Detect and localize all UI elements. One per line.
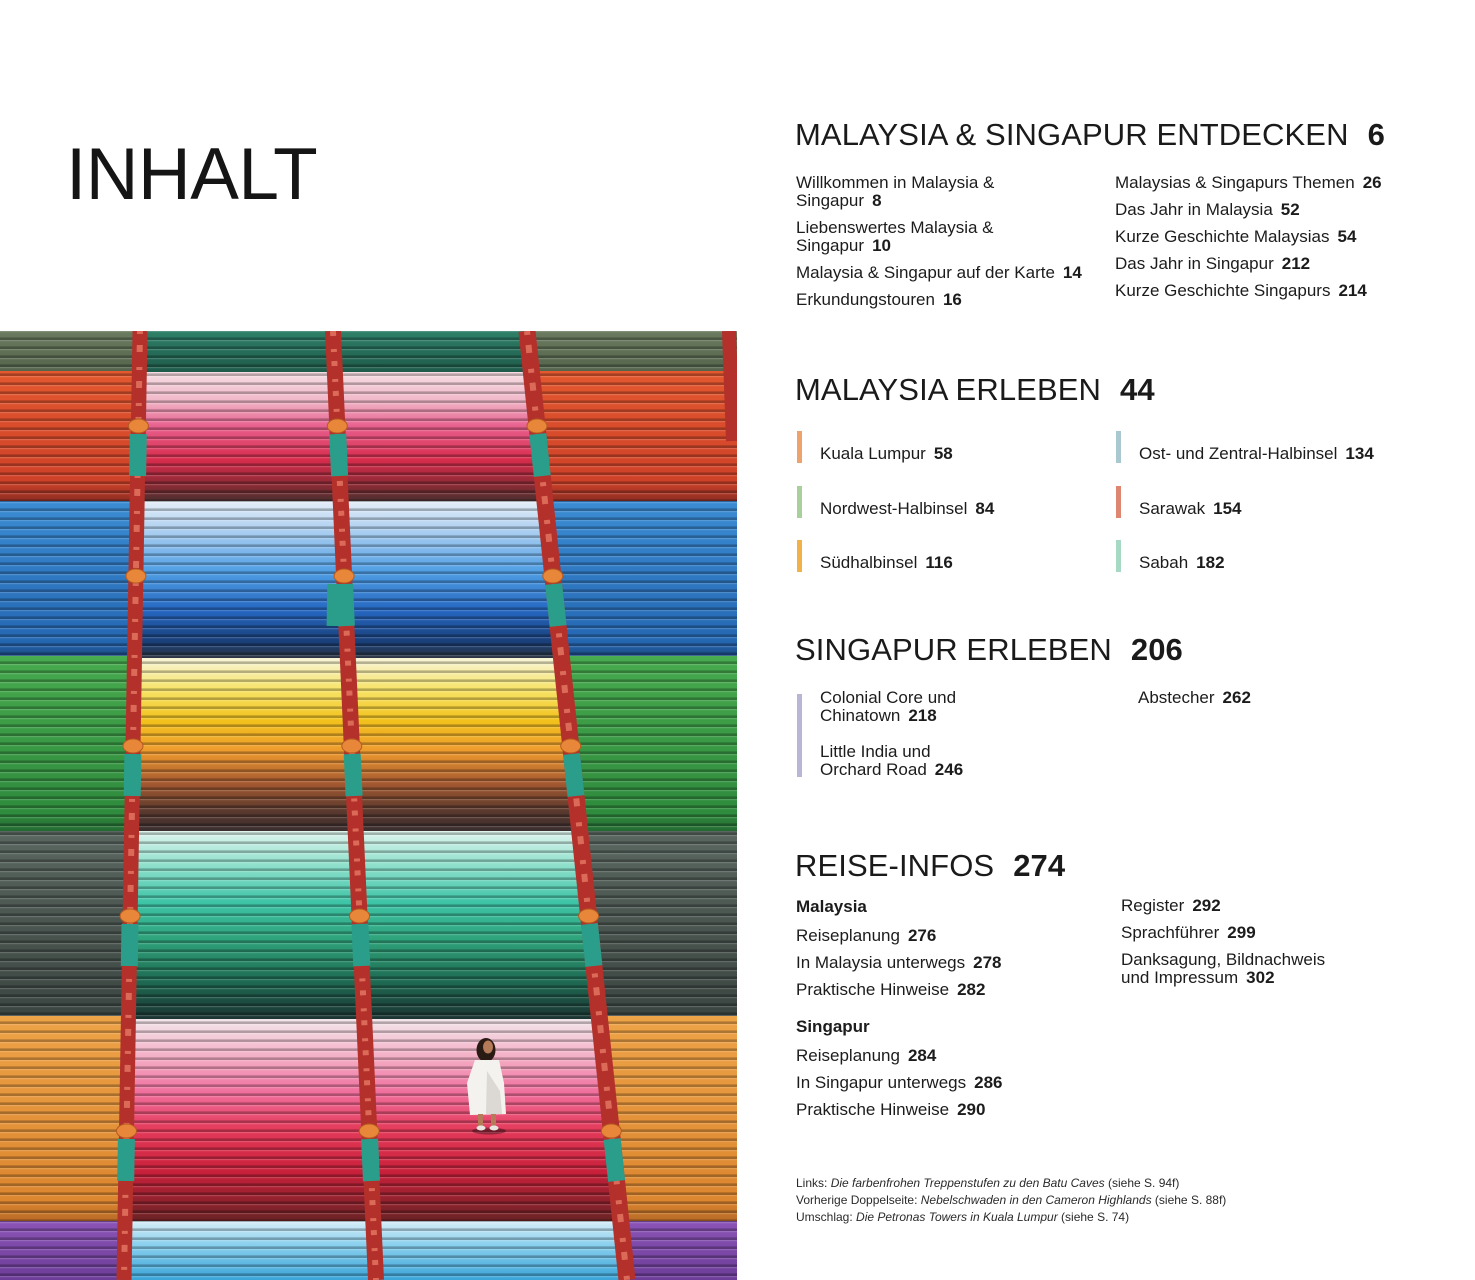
toc-entry (796, 981, 1096, 999)
entry-page: 276 (907, 926, 937, 945)
entry-title: Das Jahr in Malaysia (1115, 200, 1273, 219)
photo-captions (796, 1175, 1226, 1226)
entry-title: Reiseplanung (796, 1046, 900, 1065)
entry-page: 282 (957, 980, 986, 999)
entry-title: Liebenswertes Malaysia & Singapur (796, 218, 994, 255)
region-list-left (797, 431, 994, 595)
district-list-right (1138, 689, 1398, 725)
section-page: 44 (1119, 372, 1155, 407)
caption-title: Die Petronas Towers in Kuala Lumpur (856, 1210, 1058, 1224)
region-entry (797, 486, 994, 518)
person-leg (491, 1114, 496, 1126)
entry-title: Praktische Hinweise (796, 1100, 950, 1119)
toc-entry (796, 1074, 1096, 1092)
railing-knob (126, 569, 146, 583)
entry-title: Willkommen in Malaysia & Singapur (796, 173, 995, 210)
section-heading-reise-infos (795, 848, 1065, 884)
railing-knob (561, 739, 581, 753)
entry-title: Malaysia & Singapur auf der Karte (796, 263, 1055, 282)
caption-title: Die farbenfrohen Treppenstufen zu den Batu Caves (830, 1176, 1105, 1190)
toc-entry (796, 219, 1096, 255)
entry-page: 10 (872, 236, 891, 255)
caption-label: Links: (796, 1176, 828, 1190)
toc-entry (820, 689, 1080, 725)
caption-title: Nebelschwaden in den Cameron Highlands (920, 1193, 1152, 1207)
section-title: REISE-INFOS (795, 848, 995, 883)
entry-title: Sarawak (1139, 498, 1206, 518)
region-label (820, 500, 994, 518)
region-entry (797, 540, 994, 572)
region-list-right (1116, 431, 1374, 595)
person-face (483, 1041, 493, 1054)
section-title: MALAYSIA & SINGAPUR ENTDECKEN (795, 117, 1349, 152)
entry-title: Abstecher (1138, 688, 1215, 707)
toc-column-right (1115, 174, 1455, 309)
toc-entry (796, 1101, 1096, 1119)
section-title: MALAYSIA ERLEBEN (795, 372, 1101, 407)
district-list-left (820, 689, 1080, 797)
stairs-photo-illustration (0, 331, 737, 1280)
toc-entry (1121, 897, 1421, 915)
person-foot (490, 1126, 499, 1131)
reise-infos-left (796, 898, 1096, 1138)
entry-title: Register (1121, 896, 1185, 915)
entry-title: Kuala Lumpur (820, 444, 926, 463)
caption-label: Vorherige Doppelseite: (796, 1193, 918, 1207)
reise-infos-right (1121, 897, 1421, 996)
region-color-bar (797, 431, 802, 463)
region-label (1139, 500, 1242, 518)
toc-column-left (796, 174, 1096, 318)
section-page: 206 (1130, 632, 1183, 667)
entry-page: 218 (908, 706, 937, 725)
entry-title: Nordwest-Halbinsel (820, 498, 968, 518)
railing-knob (123, 739, 143, 753)
region-color-bar (1116, 486, 1121, 518)
region-entry (797, 431, 994, 463)
entry-page: 26 (1362, 173, 1382, 192)
caption-label: Umschlag: (796, 1210, 853, 1224)
railing-knob (117, 1124, 137, 1138)
page-title: INHALT (66, 134, 318, 215)
entry-title: In Malaysia unterwegs (796, 953, 966, 972)
toc-entry (796, 927, 1096, 945)
region-label (820, 554, 953, 572)
person-foot (477, 1126, 486, 1131)
entry-page: 292 (1192, 896, 1221, 915)
toc-entry (796, 291, 1096, 309)
entry-title: Little India und Orchard Road (820, 742, 931, 779)
railing-knob (350, 909, 370, 923)
toc-entry (1121, 924, 1421, 942)
info-group-singapur (796, 1018, 1096, 1119)
toc-entry (796, 264, 1096, 282)
region-color-bar (797, 486, 802, 518)
entry-page: 290 (957, 1100, 986, 1119)
entry-title: Reiseplanung (796, 926, 900, 945)
region-entry (1116, 431, 1374, 463)
entry-page: 212 (1281, 254, 1311, 273)
entry-page: 262 (1222, 688, 1251, 707)
entry-page: 299 (1227, 923, 1256, 942)
entry-page: 58 (933, 444, 953, 463)
region-color-bar (797, 694, 802, 777)
region-label (820, 445, 953, 463)
entry-page: 154 (1213, 498, 1242, 518)
entry-page: 278 (973, 953, 1002, 972)
toc-entry (1115, 201, 1455, 219)
railing-knob (327, 419, 347, 433)
entry-title: Ost- und Zentral-Halbinsel (1139, 444, 1338, 463)
region-label (1139, 554, 1225, 572)
section-page: 6 (1367, 117, 1385, 152)
entry-page: 8 (872, 191, 882, 210)
railing-knob (359, 1124, 379, 1138)
railing-knob (334, 569, 354, 583)
entry-title: Colonial Core und Chinatown (820, 688, 957, 725)
photo-caption (796, 1209, 1226, 1226)
entry-page: 182 (1196, 553, 1225, 572)
entry-page: 246 (934, 760, 964, 779)
person-leg (478, 1114, 483, 1126)
cover-photo (0, 331, 737, 1280)
entry-page: 84 (975, 498, 995, 518)
entry-title: Praktische Hinweise (796, 980, 950, 999)
entry-page: 284 (907, 1046, 937, 1065)
region-color-bar (1116, 431, 1121, 463)
toc-entry (796, 1047, 1096, 1065)
photo-caption (796, 1175, 1226, 1192)
caption-ref: (siehe S. 74) (1061, 1210, 1130, 1224)
entry-title: Sabah (1139, 553, 1189, 572)
entry-title: Danksagung, Bildnachweis und Impressum (1121, 950, 1326, 987)
entry-title: Südhalbinsel (820, 553, 918, 572)
photo-caption (796, 1192, 1226, 1209)
region-label (1139, 445, 1374, 463)
caption-ref: (siehe S. 88f) (1154, 1193, 1227, 1207)
toc-entry (1138, 689, 1398, 707)
entry-title: Malaysias & Singapurs Themen (1115, 173, 1355, 192)
entry-page: 302 (1246, 968, 1275, 987)
toc-entry (796, 174, 1096, 210)
entry-page: 54 (1337, 227, 1357, 246)
entry-page: 134 (1345, 444, 1374, 463)
toc-entry (1115, 255, 1455, 273)
section-heading-singapur-erleben (795, 632, 1183, 668)
entry-page: 214 (1338, 281, 1367, 300)
railing-knob (120, 909, 140, 923)
entry-title: Das Jahr in Singapur (1115, 254, 1274, 273)
entry-title: Sprachführer (1121, 923, 1220, 942)
toc-entry (1121, 951, 1421, 987)
railing-knob (579, 909, 599, 923)
entry-title: Kurze Geschichte Malaysias (1115, 227, 1330, 246)
toc-entry (820, 743, 1080, 779)
entry-page: 16 (942, 290, 962, 309)
entry-title: In Singapur unterwegs (796, 1073, 967, 1092)
entry-page: 14 (1062, 263, 1082, 282)
entry-title: Erkundungstouren (796, 290, 935, 309)
region-color-bar (797, 540, 802, 572)
railing-far-right (729, 331, 733, 441)
section-heading-malaysia-erleben (795, 372, 1155, 408)
caption-ref: (siehe S. 94f) (1108, 1176, 1180, 1190)
section-heading-entdecken (795, 117, 1385, 153)
railing-knob (601, 1124, 621, 1138)
entry-page: 116 (925, 553, 953, 572)
info-group-malaysia (796, 898, 1096, 999)
group-heading: Malaysia (796, 897, 867, 916)
toc-entry (1115, 228, 1455, 246)
region-entry (1116, 486, 1374, 518)
region-color-bar (1116, 540, 1121, 572)
region-entry (1116, 540, 1374, 572)
entry-page: 286 (974, 1073, 1003, 1092)
railing-knob (527, 419, 547, 433)
section-title: SINGAPUR ERLEBEN (795, 632, 1112, 667)
toc-entry (1115, 174, 1455, 192)
toc-entry (1115, 282, 1455, 300)
railing-knob (342, 739, 362, 753)
railing-knob (128, 419, 148, 433)
entry-title: Kurze Geschichte Singapurs (1115, 281, 1331, 300)
toc-entry (796, 954, 1096, 972)
group-heading: Singapur (796, 1017, 870, 1036)
section-page: 274 (1013, 848, 1066, 883)
railing-knob (543, 569, 563, 583)
entry-page: 52 (1280, 200, 1300, 219)
